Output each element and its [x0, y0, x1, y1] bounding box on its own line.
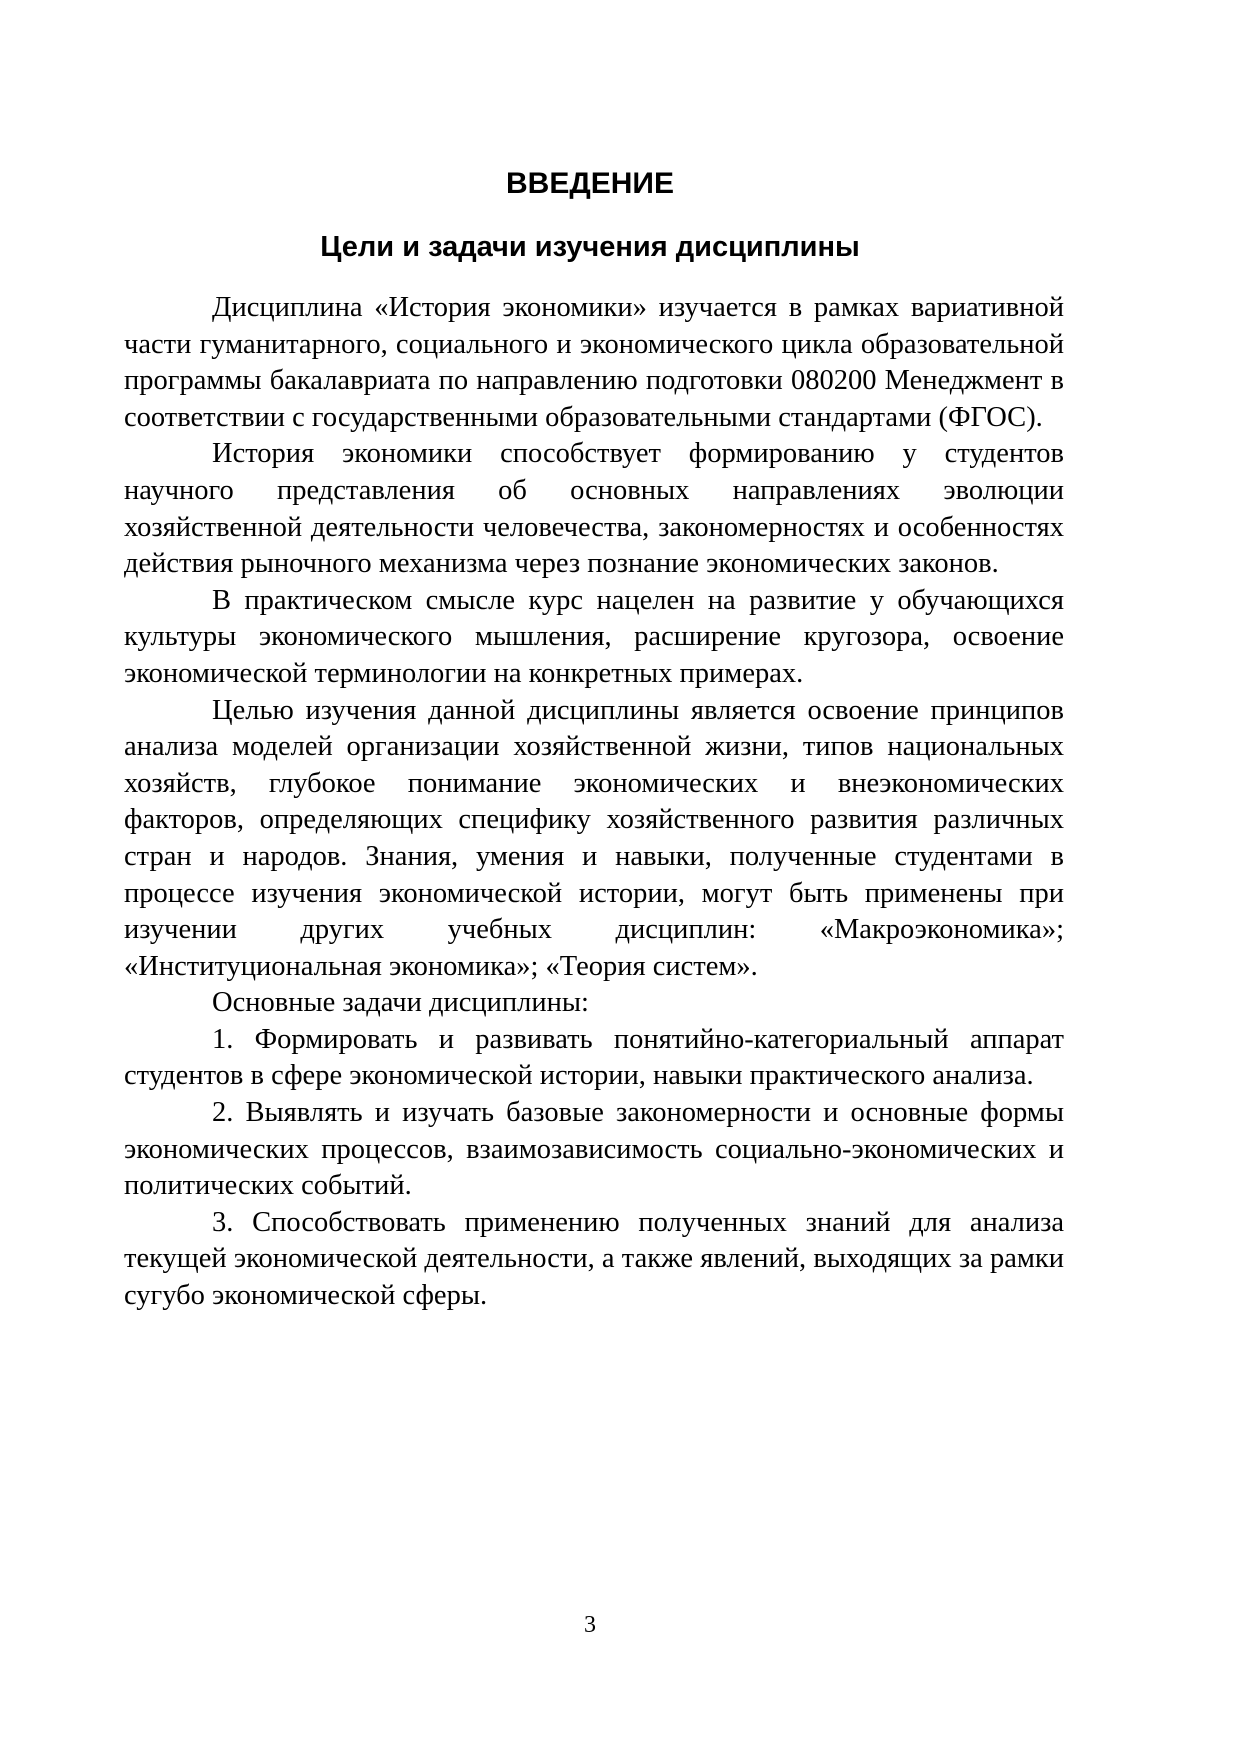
task-item-2: 2. Выявлять и изучать базовые закономерности и основные формы экономических процессов, взаимозависимость социально-экономических и политических событий.: [124, 1097, 1064, 1202]
paragraph-practical-sense: В практическом смысле курс нацелен на развитие у обучающихся культуры экономического мышления, расширение кругозора, освоение экономической терминологии на конкретных примерах.: [124, 584, 1064, 689]
page-number: 3: [584, 1612, 596, 1638]
paragraph-tasks-heading: Основные задачи дисциплины:: [212, 987, 589, 1019]
task-item-3: 3. Способствовать применению полученных знаний для анализа текущей экономической деятельности, а также явлений, выходящих за рамки сугубо экономической сферы.: [124, 1206, 1064, 1312]
paragraph-course-goal: Целью изучения данной дисциплины является освоение принципов анализа моделей организации хозяйственной жизни, типов национальных хозяйств, глубокое понимание экономических и внеэкономических факторов, определяющих специфику хозяйственного развития различных стран и народов. Знания, умения и навыки, полученные студентами в процессе изучения экономической истории, могут быть применены при изучении других учебных дисциплин: «Макроэкономика»; «Институциональная экономика»; «Теория систем».: [124, 694, 1064, 982]
task-item-1: 1. Формировать и развивать понятийно-категориальный аппарат студентов в сфере экономической истории, навыки практического анализа.: [124, 1023, 1064, 1092]
body-text: [124, 290, 1064, 1315]
section-title: Цели и задачи изучения дисциплины: [320, 231, 860, 263]
paragraph-discipline-intro: Дисциплина «История экономики» изучается в рамках вариативной части гуманитарного, социального и экономического цикла образовательной программы бакалавриата по направлению подготовки 080200 Менеджмент в соответствии с государственными образовательными стандартами (ФГОС).: [124, 292, 1064, 433]
paragraph-economic-history-role: История экономики способствует формированию у студентов научного представления об основных направлениях эволюции хозяйственной деятельности человечества, закономерностях и особенностях действия рыночного механизма через познание экономических законов.: [124, 438, 1064, 580]
page-title: ВВЕДЕНИЕ: [506, 167, 674, 200]
